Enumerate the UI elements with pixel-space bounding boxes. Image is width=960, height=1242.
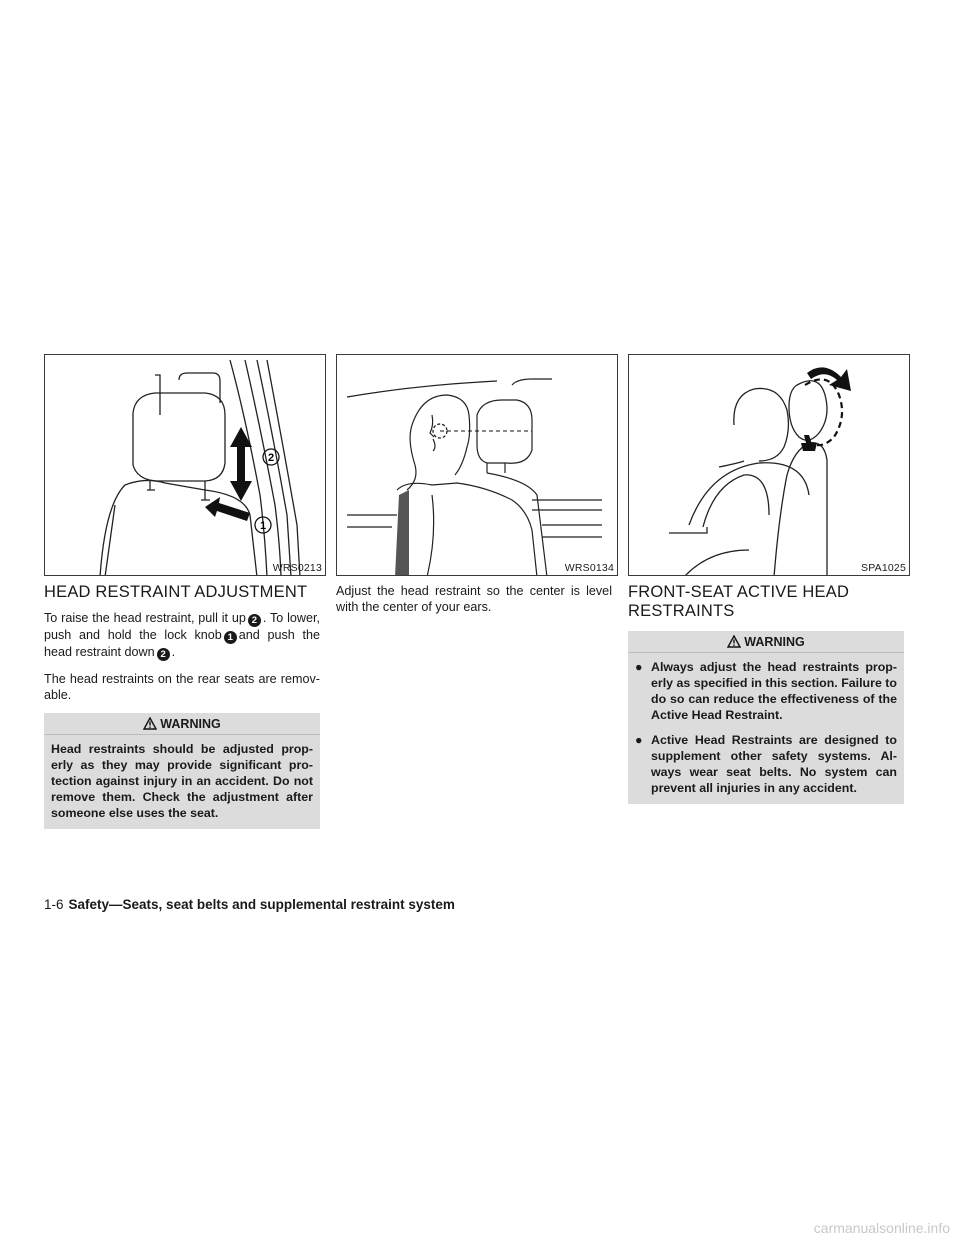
active-restraint-illustration [629, 355, 910, 576]
warning-text: Head restraints should be adjusted prop-erly as they may provide significant pro-tection against injury in an accident. Do not remove them. Check the adjustment after someone else uses the seat. [51, 742, 313, 820]
warning-box [44, 713, 320, 829]
callout-number: 1 [224, 631, 237, 644]
callout-label: 1 [259, 520, 267, 532]
bullet-mark: ● [635, 660, 643, 674]
warning-label: WARNING [744, 634, 805, 649]
head-level-illustration [337, 355, 618, 576]
figure-active-head-restraint [628, 354, 910, 576]
watermark: carmanualsonline.info [813, 1220, 950, 1236]
text-run: . [171, 645, 176, 659]
section-head-restraint-adjustment [44, 583, 320, 829]
figure-code: WRS0213 [272, 562, 322, 574]
warning-label: WARNING [160, 716, 221, 731]
callout-label: 2 [267, 452, 275, 464]
figure-code: SPA1025 [861, 562, 906, 574]
figure-code: WRS0134 [564, 562, 614, 574]
adjust-paragraph: Adjust the head restraint so the center is level with the center of your ears. [336, 584, 612, 614]
page-footer [44, 897, 455, 912]
figure-head-restraint-adjust [44, 354, 326, 576]
warning-bullet [635, 732, 897, 796]
warning-header [44, 713, 320, 735]
callout-number: 2 [157, 648, 170, 661]
text-run: To raise the head restraint, pull it up [44, 611, 246, 625]
warning-icon [727, 635, 741, 648]
bullet-mark: ● [635, 733, 643, 747]
text-run: and push the head restraint down [44, 628, 321, 659]
section-title: FRONT-SEAT ACTIVE HEAD RESTRAINTS [628, 583, 850, 620]
instruction-paragraph [44, 610, 320, 661]
warning-header [628, 631, 904, 653]
warning-bullet [635, 659, 897, 723]
warning-text: Active Head Restraints are designed to supplement other safety systems. Al-ways wear seat belts. No system can prevent all injuries in any accident. [651, 733, 897, 795]
text-run: . To lower, push and hold the lock knob [44, 611, 320, 642]
section-active-head-restraints [628, 583, 904, 804]
warning-icon [143, 717, 157, 730]
page-number: 1-6 [44, 897, 64, 912]
chapter-title: Safety—Seats, seat belts and supplemental restraint system [68, 897, 455, 912]
section-adjust-level [336, 583, 612, 625]
head-restraint-illustration [45, 355, 326, 576]
figure-head-restraint-level [336, 354, 618, 576]
warning-box [628, 631, 904, 804]
removal-paragraph: The head restraints on the rear seats are remov-able. [44, 672, 320, 702]
section-title: HEAD RESTRAINT ADJUSTMENT [44, 583, 308, 601]
warning-text: Always adjust the head restraints prop-erly as specified in this section. Failure to do so can reduce the effectiveness of the Active Head Restraint. [651, 660, 897, 722]
callout-number: 2 [248, 614, 261, 627]
